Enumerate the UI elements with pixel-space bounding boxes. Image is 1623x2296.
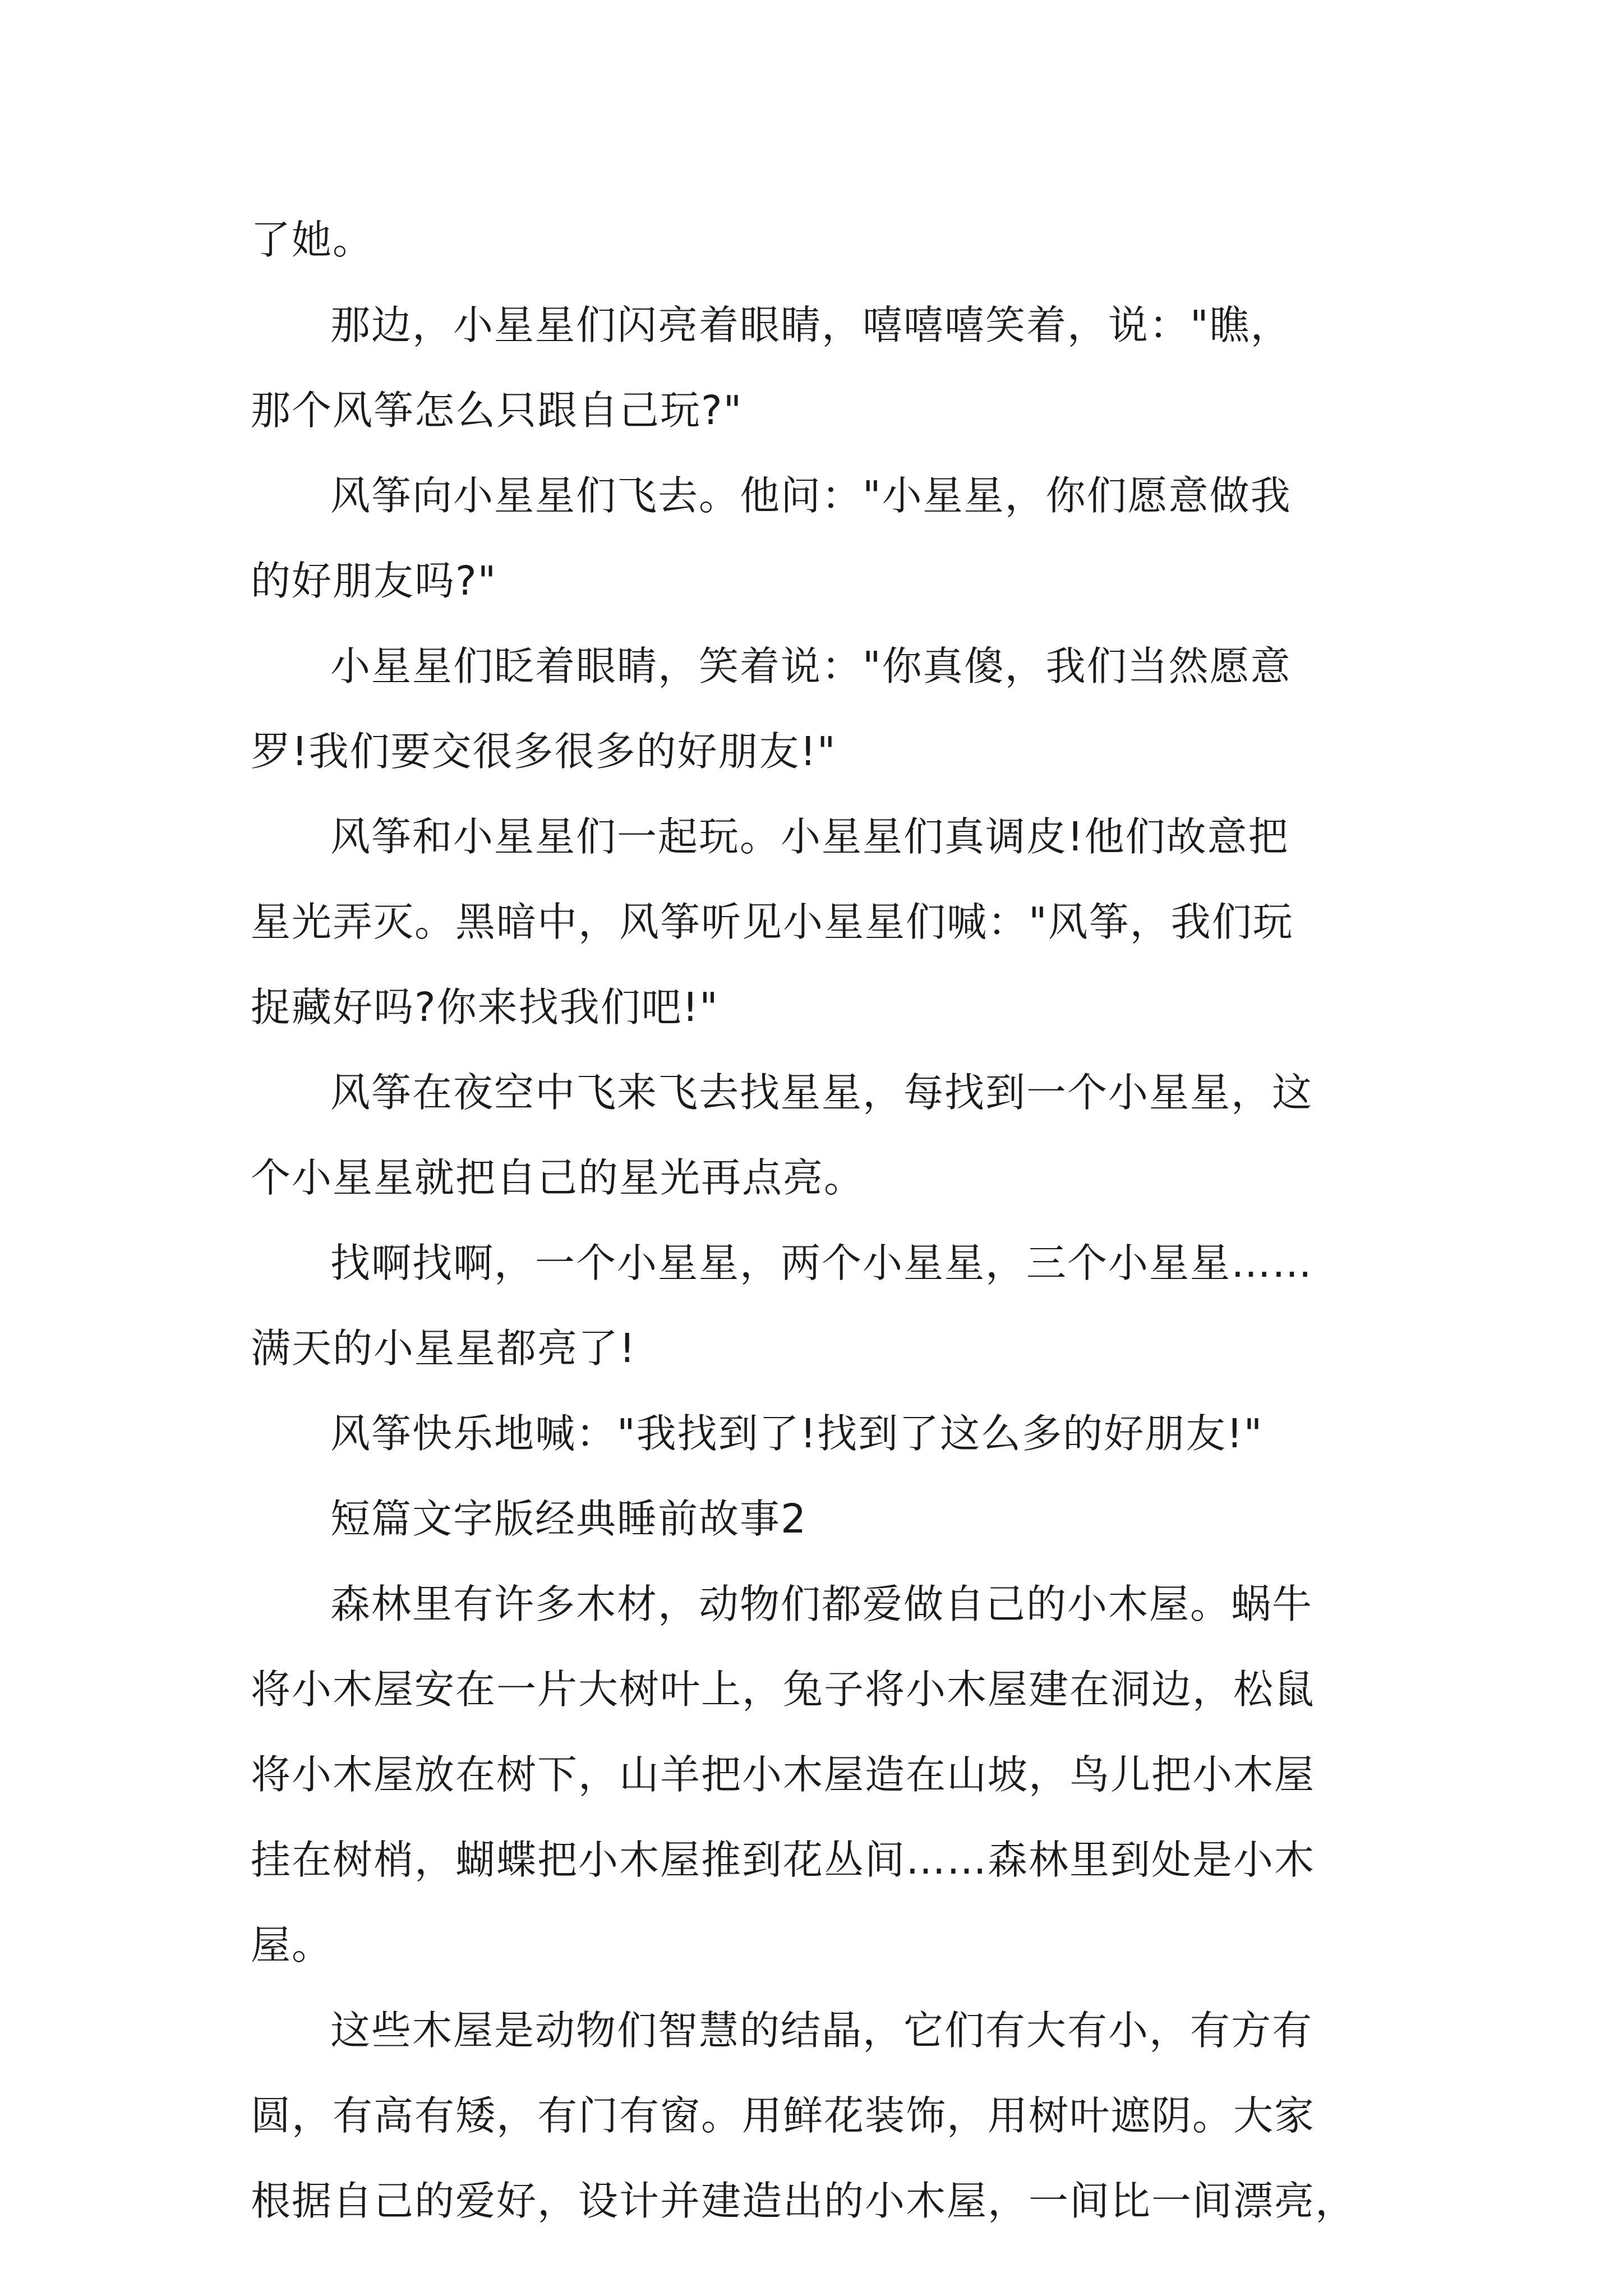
paragraph: 那边，小星星们闪亮着眼睛，嘻嘻嘻笑着，说："瞧， 那个风筝怎么只跟自己玩?" [251, 302, 1292, 434]
paragraph: 森林里有许多木材，动物们都爱做自己的小木屋。蜗牛 将小木屋安在一片大树叶上，兔子将小木屋建在洞边，松鼠 将小木屋放在树下，山羊把小木屋造在山坡，鸟儿把小木屋 挂在树梢，蝴蝶把小木屋推到花丛间……森林里到处是小木 屋。 [251, 1581, 1316, 1968]
paragraph: 风筝在夜空中飞来飞去找星星，每找到一个小星星，这 个小星星就把自己的星光再点亮。 [251, 1069, 1313, 1201]
paragraph: 找啊找啊，一个小星星，两个小星星，三个小星星…… 满天的小星星都亮了! [251, 1240, 1313, 1372]
paragraph: 小星星们眨着眼睛，笑着说："你真傻，我们当然愿意 罗!我们要交很多很多的好朋友!" [251, 643, 1292, 775]
paragraph: 了她。 [251, 217, 374, 263]
story-text [251, 197, 1378, 2244]
paragraph: 这些木屋是动物们智慧的结晶，它们有大有小，有方有 圆，有高有矮，有门有窗。用鲜花装饰，用树叶遮阴。大家 根据自己的爱好，设计并建造出的小木屋，一间比一间漂亮， [251, 2007, 1357, 2224]
paragraph: 风筝快乐地喊："我找到了!找到了这么多的好朋友!" [330, 1410, 1264, 1457]
paragraph: 风筝向小星星们飞去。他问："小星星，你们愿意做我 的好朋友吗?" [251, 472, 1292, 604]
section-heading: 短篇文字版经典睡前故事2 [330, 1496, 808, 1542]
paragraph: 风筝和小星星们一起玩。小星星们真调皮!他们故意把 星光弄灭。黑暗中，风筝听见小星星们喊："风筝，我们玩 捉藏好吗?你来找我们吧!" [251, 813, 1294, 1030]
